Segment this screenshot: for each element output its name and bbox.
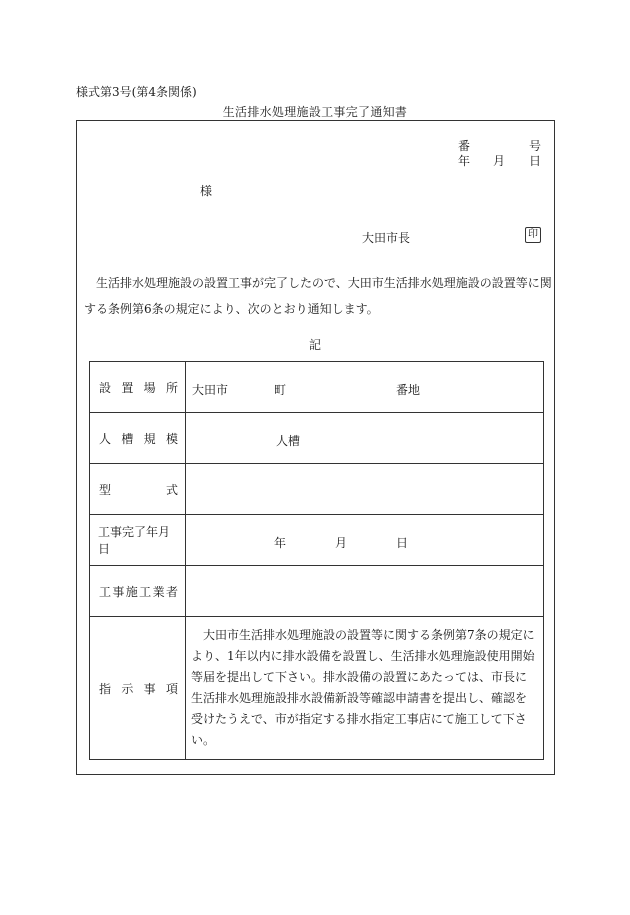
- recipient-honorific: 様: [200, 184, 213, 198]
- location-city: 大田市: [192, 383, 229, 397]
- day-label: 日: [529, 154, 542, 168]
- form-number: 様式第3号(第4条関係): [76, 85, 197, 99]
- go-label: 号: [529, 139, 542, 153]
- instructions-text: 大田市生活排水処理施設の設置等に関する条例第7条の規定により、1年以内に排水設備を設置し、生活排水処理施設使用開始等届を提出して下さい。排水設備の設置にあたっては、市長に生活排水処理施設排水設備新設等確認申請書を提出し、確認を受けたうえで、市が指定する排水指定工事店にて施工して下さい。: [186, 617, 544, 760]
- table-row-capacity: [90, 413, 544, 464]
- contractor-label: 工 事 施 工 業 者: [90, 566, 186, 617]
- completion-month: 月: [335, 536, 348, 550]
- location-banchi: 番地: [396, 383, 421, 397]
- instructions-label: 指 示 事 項: [90, 617, 186, 760]
- table-row-instructions: [90, 617, 544, 760]
- location-value[interactable]: [186, 362, 544, 413]
- table-row-contractor: [90, 566, 544, 617]
- contractor-value[interactable]: [186, 566, 544, 617]
- model-label: 型 式: [90, 464, 186, 515]
- model-value[interactable]: [186, 464, 544, 515]
- completion-date-value[interactable]: [186, 515, 544, 566]
- table-row-location: [90, 362, 544, 413]
- year-label: 年: [458, 154, 471, 168]
- capacity-label: 人 槽 規 模: [90, 413, 186, 464]
- number-label: 番: [458, 139, 471, 153]
- completion-date-label: 工事完了年月日: [90, 515, 186, 566]
- document-title: 生活排水処理施設工事完了通知書: [222, 105, 408, 119]
- completion-year: 年: [274, 536, 287, 550]
- info-table: [89, 361, 544, 760]
- table-row-model: [90, 464, 544, 515]
- location-label: 設 置 場 所: [90, 362, 186, 413]
- issuer-name: 大田市長: [362, 231, 411, 245]
- seal-stamp: 印: [525, 227, 541, 243]
- ki-heading: 記: [308, 338, 321, 352]
- capacity-unit: 人槽: [276, 434, 301, 448]
- completion-day: 日: [396, 536, 409, 550]
- month-label: 月: [493, 154, 506, 168]
- location-town: 町: [274, 383, 287, 397]
- notice-paragraph-text: 生活排水処理施設の設置工事が完了したので、大田市生活排水処理施設の設置等に関する条例第6条の規定により、次のとおり通知します。: [84, 276, 552, 316]
- table-row-completion-date: [90, 515, 544, 566]
- capacity-value[interactable]: [186, 413, 544, 464]
- notice-paragraph: [84, 270, 554, 322]
